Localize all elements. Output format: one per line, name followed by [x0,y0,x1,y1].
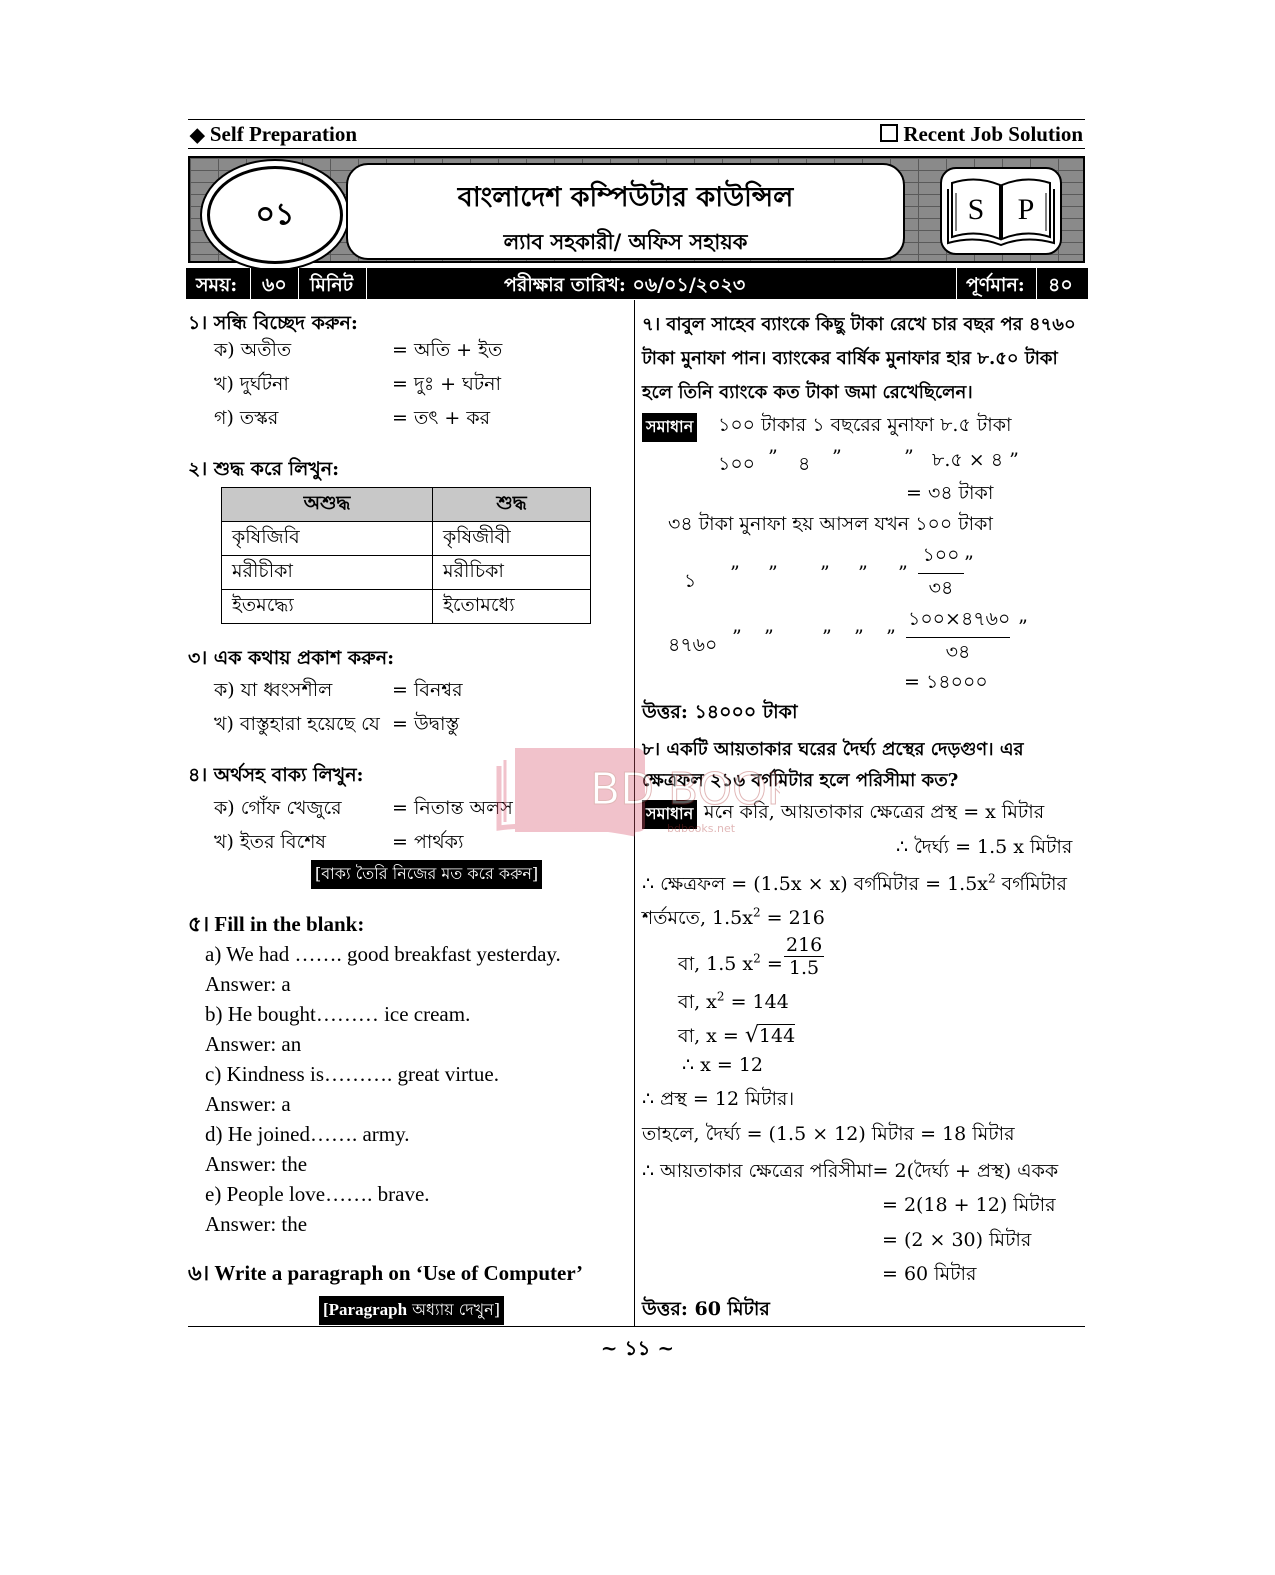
ditto-mark: ” [964,552,974,574]
ditto-mark: ” [1018,616,1028,638]
ditto-mark: ” [768,562,778,584]
book-icon [942,169,1060,253]
q7-fraction-1 [918,541,964,606]
ditto-mark: ” [764,626,774,648]
ditto-mark: ” [822,626,832,648]
q3-term: ক) যা ধ্বংসশীল [214,679,333,701]
q8-step: = [760,953,783,975]
ditto-mark: ” [886,626,896,648]
q8-xsq-line [678,988,789,1020]
time-label: সময়: [196,274,238,296]
ditto-mark: ” [820,562,830,584]
q3-term: খ) বাস্তুহারা হয়েছে যে [214,713,380,735]
q7-step: ১০০ [718,453,756,475]
q8-step: = 60 মিটার [882,1263,977,1285]
header-bottom-rule [188,148,1085,149]
ditto-mark: ” [898,562,908,584]
header-left [190,122,357,147]
q1-term: গ) তস্কর [214,407,279,429]
table-cell: কৃষিজীবী [433,522,591,556]
q5-line: b) He bought……… ice cream. [205,1002,471,1026]
q5-line: Answer: a [205,1092,291,1116]
q5-line: d) He joined……. army. [205,1122,410,1146]
q7-text: ৭। বাবুল সাহেব ব্যাংকে কিছু টাকা রেখে চার বছর পর ৪৭৬০ [642,314,1076,335]
ditto-mark: ” [768,446,778,468]
q8-step: = (2 × 30) মিটার [882,1229,1032,1251]
q6-title: ৬। Write a paragraph on ‘Use of Computer’ [188,1261,584,1285]
table-row [222,556,591,590]
spelling-table [221,487,591,624]
q7-step: ১০০ টাকার ১ বছরের মুনাফা ৮.৫ টাকা [718,414,1012,436]
superscript: 2 [716,989,725,1004]
q8-step: ∴ প্রস্থ = 12 মিটার। [642,1088,795,1110]
title-box [346,163,905,260]
table-cell: ইতোমধ্যে [433,590,591,624]
q7-step: ৪ [798,453,811,475]
q4-note: [বাক্য তৈরি নিজের মত করে করুন] [311,860,542,889]
bar-separator [366,268,367,299]
exam-date: পরীক্ষার তারিখ: ০৬/০১/২০২৩ [504,274,746,296]
q5-line: e) People love……. brave. [205,1182,430,1206]
q5-line: Answer: the [205,1152,308,1176]
q8-step: বা, 1.5 x [678,953,754,975]
time-value: ৬০ [262,274,287,296]
checkbox-icon [880,124,898,142]
page-number: ~ ১১ ~ [600,1336,675,1360]
q7-step: ৮.৫ × ৪ ” [932,449,1019,471]
q8-step: বা, x = [678,1025,739,1047]
q8-step: তাহলে, দৈর্ঘ্য = (1.5 × 12) মিটার = 18 মিটার [642,1123,1015,1145]
q8-step: ∴ x = 12 [682,1054,764,1076]
q7-text: টাকা মুনাফা পান। ব্যাংকের বার্ষিক মুনাফার হার ৮.৫০ টাকা [642,348,1058,369]
table-row [222,522,591,556]
q4-title: ৪। অর্থসহ বাক্য লিখুন: [188,764,364,786]
q8-step: ∴ আয়তাকার ক্ষেত্রের পরিসীমা= 2(দৈর্ঘ্য + প্রস্থ) একক [642,1160,1059,1182]
ditto-mark: ” [854,626,864,648]
fraction-denominator: ৩৪ [945,641,971,663]
q5-line: Answer: the [205,1212,308,1236]
q8-step: বা, x [678,991,717,1013]
ditto-mark: ” [904,446,914,468]
q7-step: = ৩৪ টাকা [906,482,994,504]
bar-separator [1036,268,1037,299]
question-set-number: ০১ [255,197,295,232]
q5-line: Answer: an [205,1032,302,1056]
sp-book-logo [940,167,1062,255]
header-right-text: Recent Job Solution [903,122,1083,146]
ditto-mark: ” [730,562,740,584]
q4-answer: = পার্থক্য [392,831,464,853]
header-right [880,122,1083,147]
footer-rule [188,1326,1085,1327]
bar-separator [250,268,251,299]
q3-title: ৩। এক কথায় প্রকাশ করুন: [188,647,395,669]
q8-condition-line [642,904,825,936]
q7-step: = ১৪০০০ [904,671,988,693]
q3-answer: = উদ্বাস্তু [392,713,460,735]
q8-step: = 2(18 + 12) মিটার [882,1194,1056,1216]
fraction-numerator: 216 [786,934,823,956]
diamond-icon: ◆ [190,125,205,146]
ditto-mark: ” [732,626,742,648]
q4-term: ক) গোঁফ খেজুরে [214,797,342,819]
q7-answer: উত্তর: ১৪০০০ টাকা [642,701,798,723]
number-oval [207,166,343,264]
q6-note-en: [Paragraph [323,1300,408,1319]
q5-line: c) Kindness is………. great virtue. [205,1062,499,1086]
exam-info-bar [186,268,1088,299]
superscript: 2 [988,871,996,886]
header-left-text: Self Preparation [209,122,358,146]
table-header-row [222,488,591,522]
q7-fraction-2 [906,605,1010,670]
table-header: শুদ্ধ [433,488,591,522]
q7-solution-tag: সমাধান [642,413,697,442]
sqrt-icon: √ [744,1023,759,1048]
fraction-numerator: ১০০×৪৭৬০ [906,605,1010,638]
organization-title: বাংলাদেশ কম্পিউটার কাউন্সিল [457,182,794,213]
bar-separator [298,268,299,299]
fraction-numerator: ১০০ [918,541,964,574]
ditto-mark: ” [832,446,842,468]
table-cell: ইতমদ্ধ্যে [222,590,433,624]
q7-step: ১ [684,570,697,592]
table-row [222,590,591,624]
q4-answer: = নিতান্ত অলস [392,797,513,819]
fraction-denominator: 1.5 [788,957,820,979]
post-title: ল্যাব সহকারী/ অফিস সহায়ক [503,229,748,254]
q6-note [319,1296,504,1325]
q6-note-bn: অধ্যায় দেখুন] [407,1300,500,1319]
q1-term: ক) অতীত [214,339,292,361]
q8-text: ক্ষেত্রফল ২১৬ বর্গমিটার হলে পরিসীমা কত? [642,770,959,791]
superscript: 2 [753,951,761,966]
marks-value: ৪০ [1048,274,1073,296]
logo-text-s: S [967,193,985,226]
ditto-mark: ” [858,562,868,584]
q8-step: মনে করি, আয়তাকার ক্ষেত্রের প্রস্থ = x মিটার [704,801,1045,823]
table-cell: কৃষিজিবি [222,522,433,556]
q8-step: শর্তমতে, 1.5x [642,907,753,929]
q7-step: ৩৪ টাকা মুনাফা হয় আসল যখন ১০০ টাকা [668,513,993,535]
q8-step: 144 [758,1025,796,1047]
q3-answer: = বিনশ্বর [392,679,463,701]
superscript: 2 [752,905,761,920]
table-header: অশুদ্ধ [222,488,433,522]
q8-step: = 216 [760,907,825,929]
header-top-rule [188,119,1085,120]
time-unit: মিনিট [310,274,354,296]
logo-text-p: P [1017,193,1035,226]
q8-solution-tag: সমাধান [642,800,697,829]
q1-answer: = অতি + ইত [392,339,503,361]
q5-line: a) We had ……. good breakfast yesterday. [205,942,561,966]
fraction-denominator: ৩৪ [928,577,954,599]
q8-fraction [784,934,824,979]
q8-step: ∴ ক্ষেত্রফল = (1.5x × x) বর্গমিটার = 1.5x [642,873,988,895]
q1-title: ১। সন্ধি বিচ্ছেদ করুন: [188,312,358,334]
q8-text: ৮। একটি আয়তাকার ঘরের দৈর্ঘ্য প্রস্থের দেড়গুণ। এর [642,739,1024,760]
q8-area-line [642,870,1067,902]
q8-step: বর্গমিটার [995,873,1068,895]
q4-term: খ) ইতর বিশেষ [214,831,326,853]
q8-answer: উত্তর: 60 মিটার [642,1298,770,1320]
watermark-text: BD BOO [590,764,767,815]
q5-line: Answer: a [205,972,291,996]
bdbooks-watermark [495,742,780,837]
q1-answer: = তৎ + কর [392,407,491,429]
q8-step: ∴ দৈর্ঘ্য = 1.5 x মিটার [896,836,1073,858]
marks-label: পূর্ণমান: [966,274,1025,296]
q7-text: হলে তিনি ব্যাংকে কত টাকা জমা রেখেছিলেন। [642,382,973,403]
q8-sqrt-line [678,1022,795,1054]
q8-equation-line [678,950,783,982]
watermark-book-icon [495,742,780,837]
q2-title: ২। শুদ্ধ করে লিখুন: [188,458,340,480]
q8-step: = 144 [724,991,789,1013]
q5-title: ৫। Fill in the blank: [188,912,365,936]
table-cell: মরীচীকা [222,556,433,590]
watermark-url: bdbooks.net [667,822,736,835]
q1-term: খ) দুর্ঘটনা [214,373,289,395]
q1-answer: = দুঃ + ঘটনা [392,373,502,395]
table-cell: মরীচিকা [433,556,591,590]
bar-separator [956,268,957,299]
q7-step: ৪৭৬০ [668,634,718,656]
